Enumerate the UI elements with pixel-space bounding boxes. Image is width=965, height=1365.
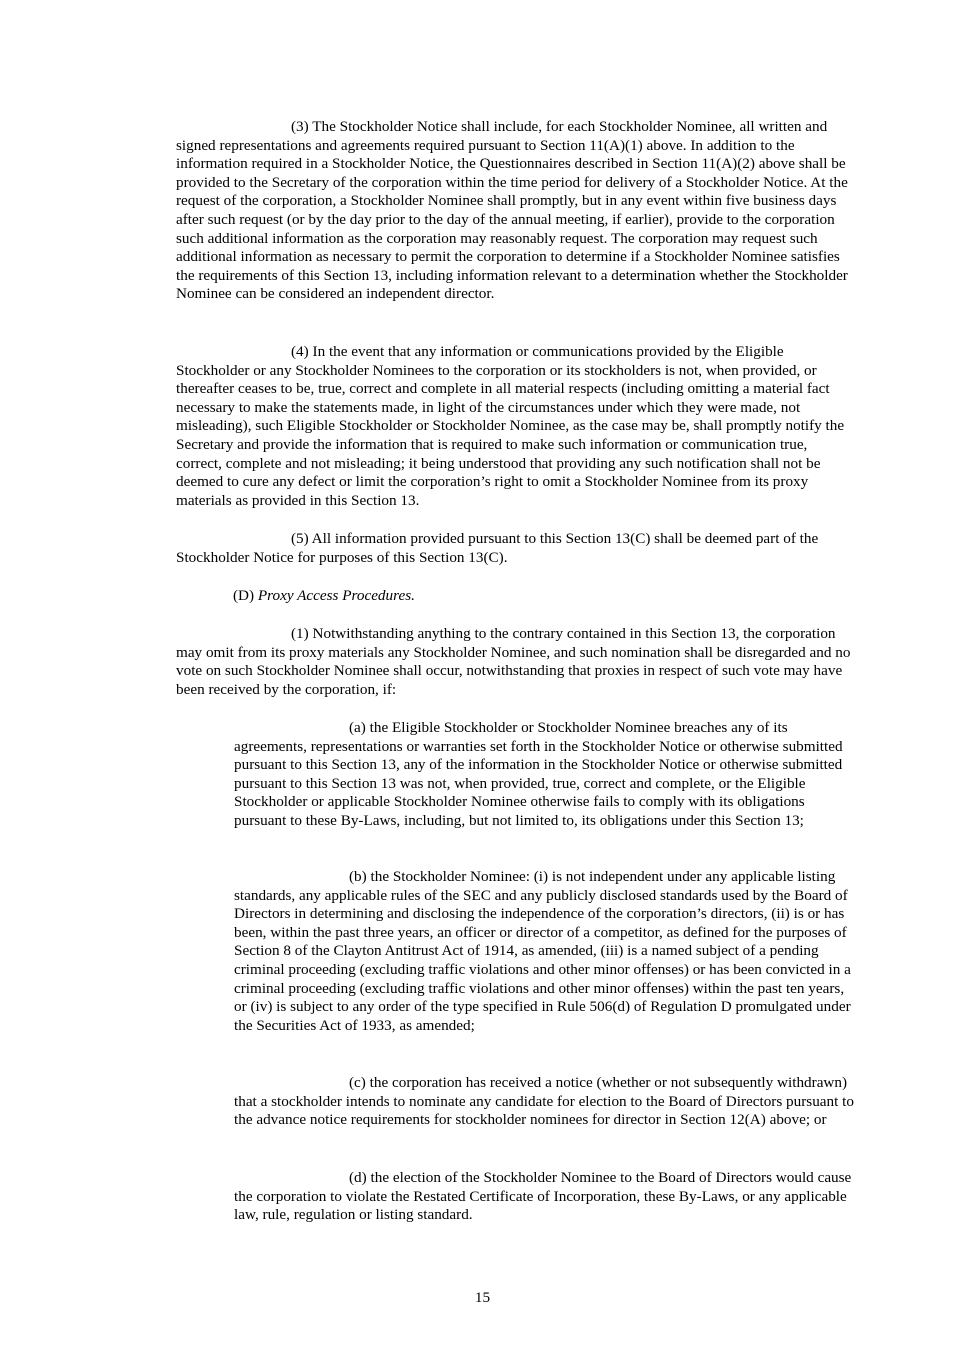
paragraph-d1: (1) Notwithstanding anything to the contrary contained in this Section 13, the corporation may omit from its proxy materials any Stockholder Nominee, and such nomination shall be disregarded and no vote on such Stockholder Nominee shall occur, notwithstanding that proxies in respect of such vote may have been received by the corporation, if: [176,625,851,698]
section-d-label: (D) [233,587,255,604]
section-d-heading [176,587,852,606]
page-number: 15 [474,1289,491,1306]
paragraph-c4: (4) In the event that any information or communications provided by the Eligible Stockholder or any Stockholder Nominees to the corporation or its stockholders is not, when provided, or thereafter ceases to be, true, correct and complete in all material respects (including omitting a material fact necessary to make the statements made, in light of the circumstances under which they were made, not misleading), such Eligible Stockholder or Stockholder Nominee, as the case may be, shall promptly notify the Secretary and provide the information that is required to make such information or communication true, correct, complete and not misleading; it being understood that providing any such notification shall not be deemed to cure any defect or limit the corporation’s right to omit a Stockholder Nominee from its proxy materials as provided in this Section 13. [176,343,845,509]
sub-item-b: (b) the Stockholder Nominee: (i) is not independent under any applicable listing standards, any applicable rules of the SEC and any publicly disclosed standards used by the Board of Directors in determining and disclosing the independence of the corporation’s directors, (ii) is or has been, within the past three years, an officer or director of a competitor, as defined for the purposes of Section 8 of the Clayton Antitrust Act of 1914, as amended, (iii) is a named subject of a pending criminal proceeding (excluding traffic violations and other minor offenses) or has been convicted in a criminal proceeding (excluding traffic violations and other minor offenses) within the past ten years, or (iv) is subject to any order of the type specified in Rule 506(d) of Regulation D promulgated under the Securities Act of 1933, as amended; [234,868,851,1034]
section-d-title: Proxy Access Procedures. [257,587,415,604]
paragraph-c5: (5) All information provided pursuant to this Section 13(C) shall be deemed part of the Stockholder Notice for purposes of this Section 13(C). [176,530,819,566]
sub-item-c: (c) the corporation has received a notice (whether or not subsequently withdrawn) that a stockholder intends to nominate any candidate for election to the Board of Directors pursuant to the advance notice requirements for stockholder nominees for director in Section 12(A) above; or [234,1074,854,1129]
sub-item-d: (d) the election of the Stockholder Nominee to the Board of Directors would cause the corporation to violate the Restated Certificate of Incorporation, these By-Laws, or any applicable law, rule, regulation or listing standard. [234,1169,852,1224]
paragraph-c3: (3) The Stockholder Notice shall include, for each Stockholder Nominee, all written and signed representations and agreements required pursuant to Section 11(A)(1) above. In addition to the information required in a Stockholder Notice, the Questionnaires described in Section 11(A)(2) above shall be provided to the Secretary of the corporation within the time period for delivery of a Stockholder Notice. At the request of the corporation, a Stockholder Nominee shall promptly, but in any event within five business days after such request (or by the day prior to the day of the annual meeting, if earlier), provide to the corporation such additional information as the corporation may reasonably request. The corporation may request such additional information as necessary to permit the corporation to determine if a Stockholder Nominee satisfies the requirements of this Section 13, including information relevant to a determination whether the Stockholder Nominee can be considered an independent director. [176,118,848,303]
sub-item-a: (a) the Eligible Stockholder or Stockholder Nominee breaches any of its agreements, representations or warranties set forth in the Stockholder Notice or otherwise submitted pursuant to this Section 13, any of the information in the Stockholder Notice or otherwise submitted pursuant to this Section 13 was not, when provided, true, correct and complete, or the Eligible Stockholder or applicable Stockholder Nominee otherwise fails to comply with its obligations pursuant to these By-Laws, including, but not limited to, its obligations under this Section 13; [234,719,843,829]
